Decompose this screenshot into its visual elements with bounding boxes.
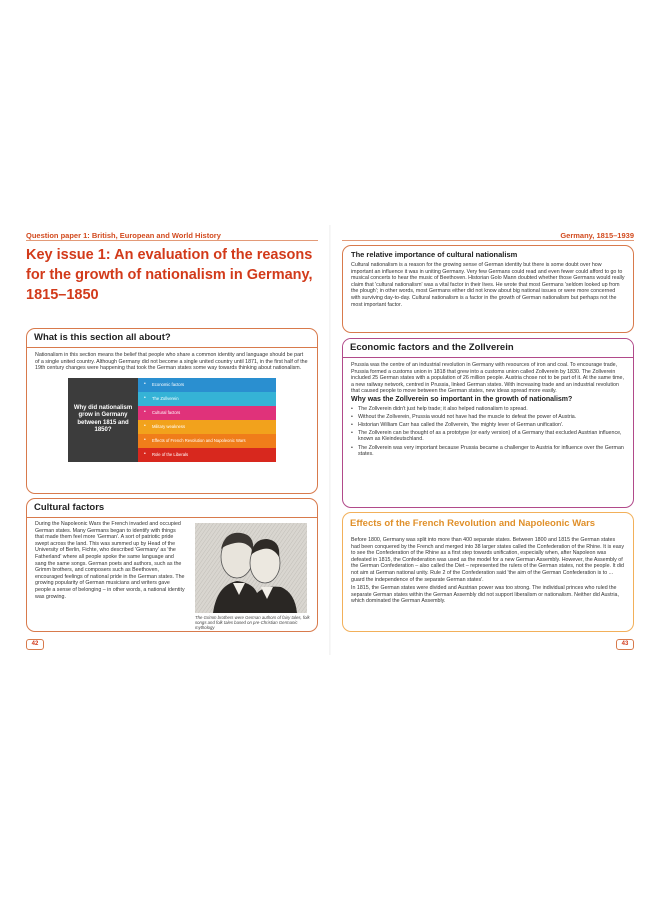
header-rule-left (26, 240, 318, 241)
list-item: • The Zollverein didn't just help trade; it also helped nationalism to spread. (351, 406, 625, 413)
effects-paragraph-2: In 1815, the German states were divided and Austrian power was too strong. The individual princes who ruled the separate German states within the German Assembly did not support liberalism or nationalism. Neither did Austria, which dominated the German Assembly. (351, 585, 619, 605)
gutter-shadow (329, 225, 331, 655)
effects-paragraph-1: Before 1800, Germany was split into more than 400 separate states. Between 1800 and 1815 the German states had been conquered by the French and merged into 38 larger states called the Confederation of the Rhine. It is easy to see the Confederation of the Rhine as a first step towards unification, especially when, after Napoleon was defeated in 1815, the Confederation was used as the model for a new German Assembly. However, the Assembly of the German Confederation – also called the Diet – represented the rulers of the German states, not the people. It did not aim at German national unity. Rule 2 of the Confederation said 'the aim of the German Confederation is to ... guard the independence of the separate German states'. (351, 537, 624, 583)
diagram-factor-military: • Military weakness (138, 420, 276, 434)
running-header-right: Germany, 1815–1939 (560, 231, 634, 240)
diagram-factor-french-revolution: • Effects of French Revolution and Napoleonic Wars (138, 434, 276, 448)
effects-heading: Effects of the French Revolution and Napoleonic Wars (350, 518, 596, 529)
relative-importance-box (342, 245, 634, 333)
diagram-factor-list (138, 378, 276, 462)
effects-french-revolution-box (342, 512, 634, 632)
economic-factors-box (342, 338, 634, 508)
cultural-factors-box (26, 498, 318, 632)
what-section-paragraph: Nationalism in this section means the belief that people who share a common identity and language should be part of a single united country. Although Germany did not become a single united country until 1871, in the first half of the 19th century changes were happening that took the German states some way towards thinking about nationalism. (35, 352, 308, 372)
relative-importance-title: The relative importance of cultural nationalism (351, 250, 518, 259)
page-number-left: 42 (26, 639, 44, 650)
economic-factors-paragraph: Prussia was the centre of an industrial revolution in Germany with resources of iron and coal. To encourage trade, Prussia formed a customs union in 1818 that grew into a customs union called Zollverein by 1830. The Zollverein included 25 German states with a population of 26 million people. Austria chose not to be part of it. At the same time, a new railway network, centred in Prussia, linked German states. With increasing trade and an industrial revolution that caused people to move between the German states, new ideas spread more easily. (351, 362, 624, 395)
portrait-caption: The Grimm brothers were German authors of fairy tales, folk songs and folk tales based on pre-Christian Germanic mythology (195, 615, 310, 631)
diagram-factor-economic: • Economic factors (138, 378, 276, 392)
header-rule-right (342, 240, 634, 241)
list-item: • The Zollverein can be thought of as a prototype (or early version) of a Germany that excluded Austrian influence, known as Kleindeutschland. (351, 430, 625, 443)
nationalism-diagram (68, 378, 276, 462)
zollverein-bullets (351, 406, 625, 458)
cultural-factors-paragraph: During the Napoleonic Wars the French invaded and occupied German states. Many Germans began to identify with things that made them feel more 'German'. A sort of patriotic pride swept across the land. This was summed up by Head of the University of Berlin, Fichte, who described 'Germany' as 'the Fatherland' where all people spoke the same language and sang the same songs. German poets and authors, such as the Grimm brothers, and composers such as Beethoven, encouraged feelings of national pride in the German states. The growing popularity of German musicians and writers gave people a sense of belonging – in other words, a national identity was growing. (35, 521, 185, 600)
diagram-factor-zollverein: • The Zollverein (138, 392, 276, 406)
cultural-factors-heading: Cultural factors (27, 499, 317, 518)
relative-importance-paragraph: Cultural nationalism is a reason for the growing sense of German identity but there is some doubt over how important an influence it was in uniting Germany. Very few Germans could read and even fewer could afford to go to musical concerts to hear the music of Beethoven. Historian Golo Mann doubted whether those Germans would really claim that 'cultural nationalism' was a vital factor in their lives. He wrote that most Germans 'seldom looked up from the plough'; in other words, most Germans either did not know about big national issues or were more concerned with surviving day-to-day. Cultural nationalism is a factor in the growth of German nationalism but perhaps not the most important factor. (351, 262, 625, 308)
list-item: • Historian William Carr has called the Zollverein, 'the mighty lever of German unification'. (351, 422, 625, 429)
grimm-brothers-portrait (195, 523, 307, 613)
diagram-center-question: Why did nationalism grow in Germany between 1815 and 1850? (68, 378, 138, 462)
book-spread (0, 225, 660, 655)
what-section-heading: What is this section all about? (27, 329, 317, 348)
page-number-right: 43 (616, 639, 634, 650)
diagram-factor-cultural: • Cultural factors (138, 406, 276, 420)
list-item: • Without the Zollverein, Prussia would not have had the muscle to defeat the power of Austria. (351, 414, 625, 421)
zollverein-question: Why was the Zollverein so important in the growth of nationalism? (351, 395, 573, 403)
economic-factors-heading: Economic factors and the Zollverein (343, 339, 633, 358)
list-item: • The Zollverein was very important because Prussia became a challenger to Austria for influence over the German states. (351, 445, 625, 458)
what-section-box (26, 328, 318, 494)
diagram-factor-liberals: • Role of the Liberals (138, 448, 276, 462)
key-issue-title: Key issue 1: An evaluation of the reasons for the growth of nationalism in Germany, 1815–1850 (26, 247, 313, 303)
running-header-left: Question paper 1: British, European and World History (26, 231, 221, 240)
